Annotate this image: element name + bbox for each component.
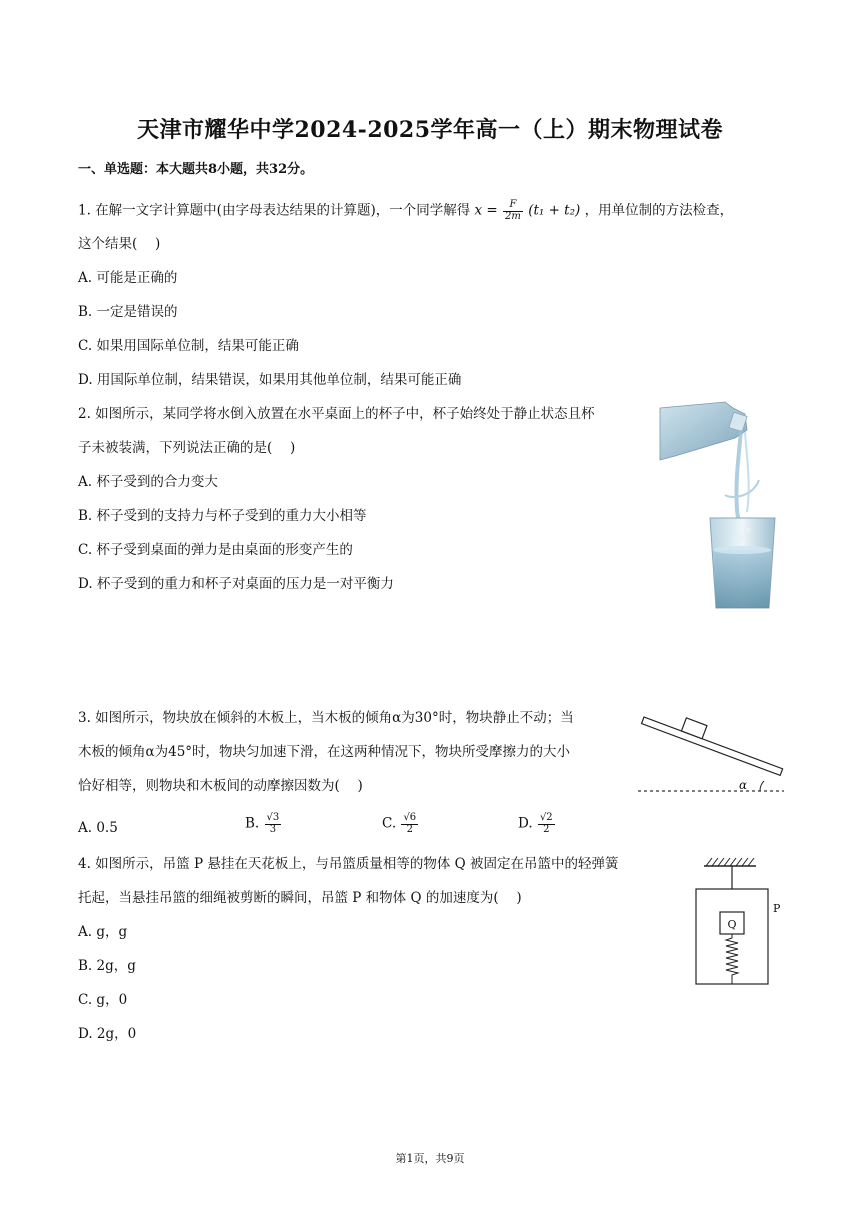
q3-option-c-fraction bbox=[401, 813, 418, 835]
q4-option-d: D. 2g，0 bbox=[78, 1026, 137, 1042]
q1-formula-x: x = bbox=[474, 202, 498, 219]
q3-stem-b: 木板的倾角α为45°时，物块匀加速下滑，在这两种情况下，物块所受摩擦力的大小 bbox=[78, 744, 571, 760]
q3-option-c-label: C. bbox=[382, 815, 397, 832]
q2-option-b: B. 杯子受到的支持力与杯子受到的重力大小相等 bbox=[78, 508, 367, 524]
q1-frac-den: 2m bbox=[505, 210, 521, 222]
q3-option-d-num: √2 bbox=[539, 812, 553, 823]
q1-option-c: C. 如果用国际单位制，结果可能正确 bbox=[78, 338, 299, 354]
q3-option-c-den: 2 bbox=[406, 823, 413, 835]
q3-option-a bbox=[78, 820, 118, 836]
q3-option-a-value: 0.5 bbox=[96, 820, 118, 836]
q4-stem-a: 4. 如图所示，吊篮 P 悬挂在天花板上，与吊篮质量相等的物体 Q 被固定在吊篮中的轻弹簧 bbox=[78, 856, 619, 872]
q1-stem-b: ，用单位制的方法检查， bbox=[584, 202, 734, 219]
q4-stem-b: 托起，当悬挂吊篮的细绳被剪断的瞬间，吊篮 P 和物体 Q 的加速度为( ) bbox=[78, 890, 522, 906]
q3-option-b-den: 3 bbox=[269, 823, 277, 835]
q1-stem-a: 1. 在解一文字计算题中(由字母表达结果的计算题)，一个同学解得 bbox=[78, 202, 471, 219]
q1-option-b: B. 一定是错误的 bbox=[78, 304, 178, 320]
q1-stem-line1 bbox=[78, 200, 733, 222]
q1-stem-c: 这个结果( ) bbox=[78, 236, 161, 252]
q3-option-c bbox=[382, 813, 419, 835]
q3-option-d-den: 2 bbox=[543, 823, 550, 835]
q3-option-c-num: √6 bbox=[403, 812, 417, 823]
q1-formula-rest: (t₁ + t₂) bbox=[528, 202, 581, 219]
q2-stem-a: 2. 如图所示，某同学将水倒入放置在水平桌面上的杯子中，杯子始终处于静止状态且杯 bbox=[78, 406, 595, 422]
q1-option-d: D. 用国际单位制，结果错误，如果用其他单位制，结果可能正确 bbox=[78, 372, 462, 388]
page-footer: 第1页，共9页 bbox=[395, 1152, 465, 1165]
q3-incline-figure bbox=[636, 705, 786, 800]
q3-option-d bbox=[518, 813, 556, 835]
q1-option-a: A. 可能是正确的 bbox=[78, 270, 178, 286]
q4-option-b: B. 2g，g bbox=[78, 958, 136, 974]
page-title: 天津市耀华中学2024-2025学年高一（上）期末物理试卷 bbox=[136, 117, 724, 143]
q4-basket-spring-figure bbox=[690, 852, 790, 992]
q3-angle-label: α bbox=[739, 778, 748, 792]
q3-option-b-label: B. bbox=[245, 815, 260, 832]
section-heading: 一、单选题：本大题共8小题，共32分。 bbox=[78, 162, 314, 177]
q1-fraction bbox=[503, 200, 523, 222]
q3-stem-c: 恰好相等，则物块和木板间的动摩擦因数为( ) bbox=[78, 778, 363, 794]
q3-option-b-fraction bbox=[265, 813, 282, 835]
q2-option-c: C. 杯子受到桌面的弹力是由桌面的形变产生的 bbox=[78, 542, 353, 558]
q3-option-b-num: √3 bbox=[266, 812, 280, 823]
q2-option-d: D. 杯子受到的重力和杯子对桌面的压力是一对平衡力 bbox=[78, 576, 394, 592]
q3-option-d-fraction bbox=[538, 813, 555, 835]
q2-stem-b: 子未被装满，下列说法正确的是( ) bbox=[78, 440, 296, 456]
q4-p-label: P bbox=[773, 902, 781, 915]
q2-option-a: A. 杯子受到的合力变大 bbox=[78, 474, 218, 490]
q4-option-a: A. g，g bbox=[78, 924, 128, 940]
q4-option-c: C. g，0 bbox=[78, 992, 128, 1008]
q3-stem-a: 3. 如图所示，物块放在倾斜的木板上，当木板的倾角α为30°时，物块静止不动；当 bbox=[78, 710, 574, 726]
q1-frac-num: F bbox=[503, 200, 523, 212]
q2-water-glass-figure bbox=[655, 400, 785, 615]
q3-option-d-label: D. bbox=[518, 815, 533, 832]
q3-option-a-label: A. bbox=[78, 820, 93, 836]
q3-option-b bbox=[245, 813, 282, 835]
q4-q-label: Q bbox=[727, 918, 737, 931]
